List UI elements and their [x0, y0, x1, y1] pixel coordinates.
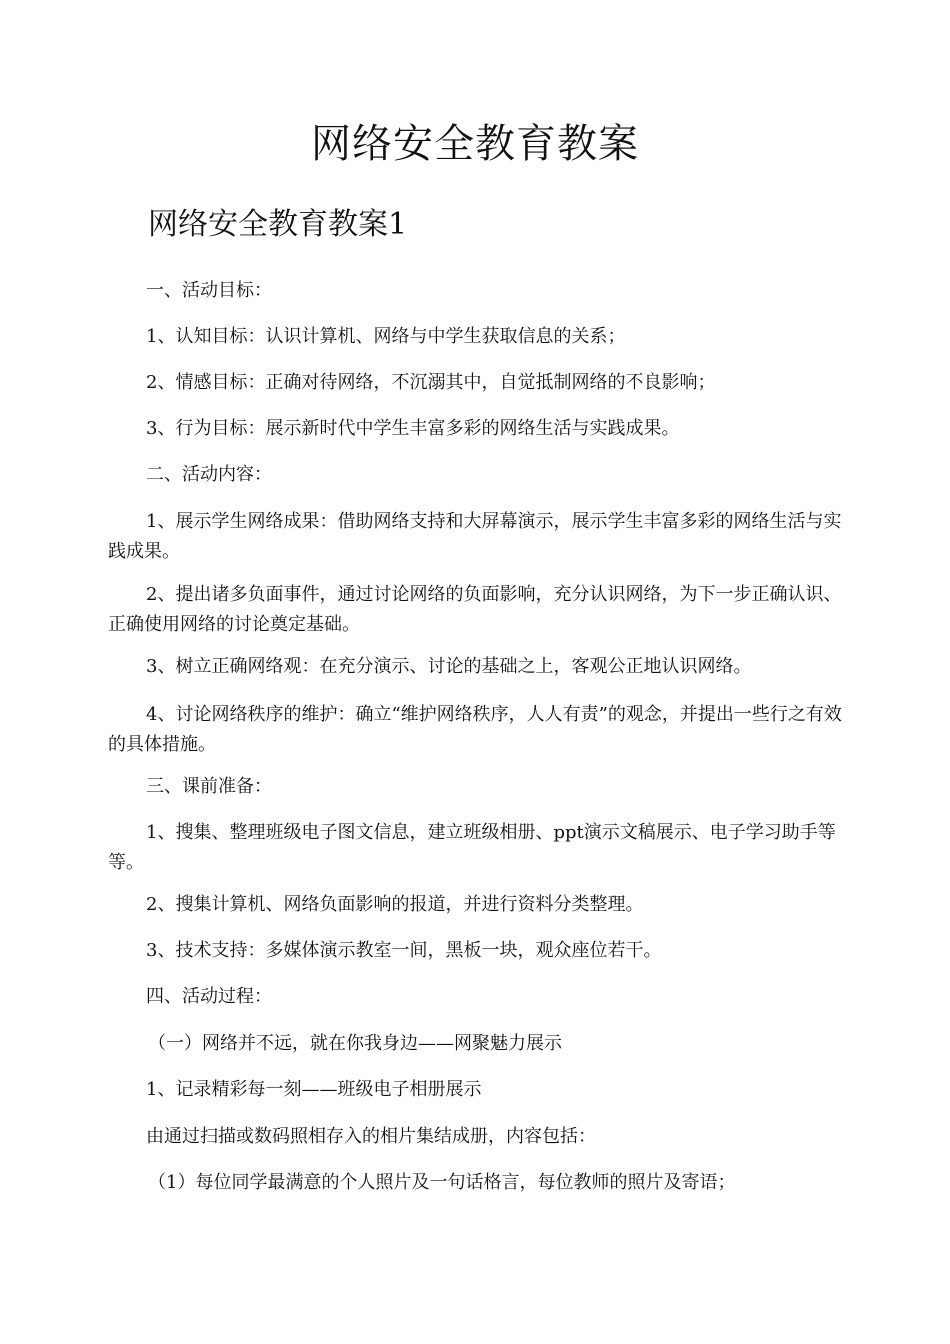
paragraph-goal-1: 1、认知目标：认识计算机、网络与中学生获取信息的关系；	[146, 326, 626, 347]
paragraph-content-4: 4、讨论网络秩序的维护：确立“维护网络秩序，人人有责”的观念，并提出一些行之有效的具体措施。	[108, 704, 842, 755]
paragraph-prep-2: 2、搜集计算机、网络负面影响的报道，并进行资料分类整理。	[146, 894, 644, 915]
paragraph-heading-prep: 三、课前准备：	[146, 776, 272, 797]
paragraph-goal-2: 2、情感目标：正确对待网络，不沉溺其中，自觉抵制网络的不良影响；	[146, 372, 716, 393]
section-title: 网络安全教育教案1	[148, 207, 408, 242]
paragraph-heading-process: 四、活动过程：	[146, 986, 272, 1007]
paragraph-process-subitem-1: （1）每位同学最满意的个人照片及一句话格言，每位教师的照片及寄语；	[148, 1172, 736, 1193]
paragraph-heading-goals: 一、活动目标：	[146, 280, 272, 301]
paragraph-heading-content: 二、活动内容：	[146, 464, 272, 485]
paragraph-prep-3: 3、技术支持：多媒体演示教室一间，黑板一块，观众座位若干。	[146, 940, 662, 961]
paragraph-content-3: 3、树立正确网络观：在充分演示、讨论的基础之上，客观公正地认识网络。	[146, 656, 752, 677]
paragraph-process-desc: 由通过扫描或数码照相存入的相片集结成册，内容包括：	[146, 1126, 596, 1147]
paragraph-goal-3: 3、行为目标：展示新时代中学生丰富多彩的网络生活与实践成果。	[146, 418, 680, 439]
document-title: 网络安全教育教案	[311, 121, 639, 167]
paragraph-process-item-1: 1、记录精彩每一刻——班级电子相册展示	[146, 1079, 482, 1100]
paragraph-content-1: 1、展示学生网络成果：借助网络支持和大屏幕演示，展示学生丰富多彩的网络生活与实践成果。	[108, 511, 842, 562]
paragraph-process-part-1: （一）网络并不远，就在你我身边——网聚魅力展示	[148, 1033, 562, 1054]
paragraph-content-2: 2、提出诸多负面事件，通过讨论网络的负面影响，充分认识网络，为下一步正确认识、正确使用网络的讨论奠定基础。	[108, 584, 842, 635]
paragraph-prep-1: 1、搜集、整理班级电子图文信息，建立班级相册、ppt演示文稿展示、电子学习助手等等。	[108, 822, 836, 873]
